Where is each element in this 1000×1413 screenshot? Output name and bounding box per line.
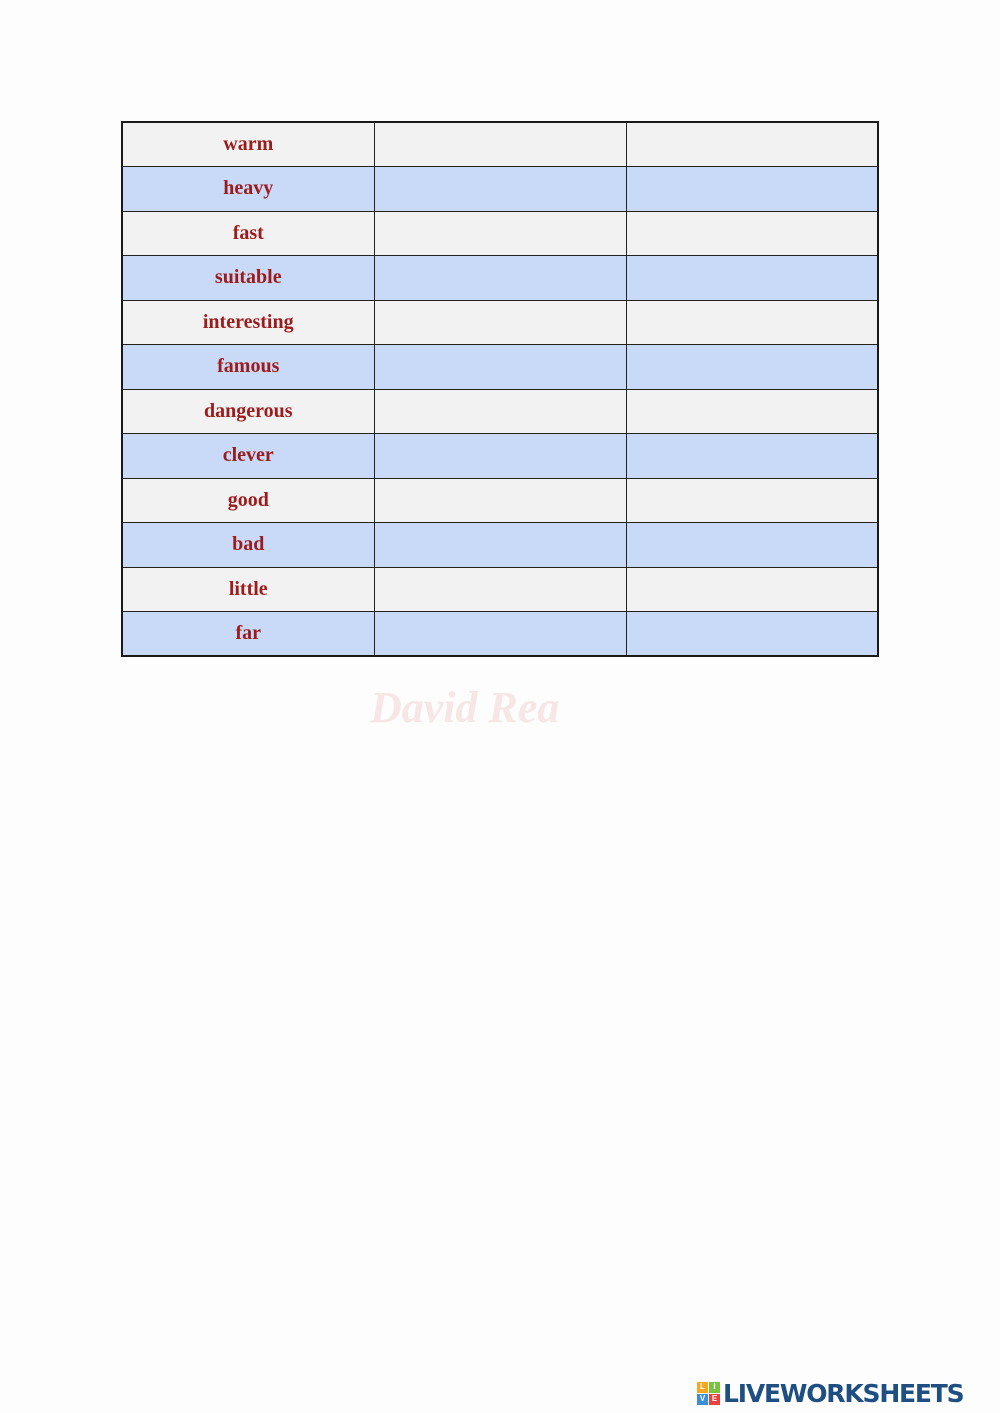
superlative-input[interactable] [627, 479, 878, 523]
comparative-input[interactable] [375, 123, 626, 166]
superlative-input[interactable] [627, 301, 878, 345]
superlative-input[interactable] [627, 123, 878, 166]
superlative-cell [626, 478, 878, 523]
table-row [122, 122, 878, 167]
table-row [122, 300, 878, 345]
adjective-cell: fast [122, 211, 374, 256]
adjective-cell: interesting [122, 300, 374, 345]
superlative-input[interactable] [627, 612, 878, 655]
adjective-cell: bad [122, 523, 374, 568]
adjective-cell: warm [122, 122, 374, 167]
superlative-input[interactable] [627, 434, 878, 478]
adjective-cell: famous [122, 345, 374, 390]
table-row [122, 211, 878, 256]
adjective-cell: heavy [122, 167, 374, 212]
superlative-input[interactable] [627, 345, 878, 389]
superlative-input[interactable] [627, 167, 878, 211]
comparative-input[interactable] [375, 301, 626, 345]
table-row [122, 523, 878, 568]
table-row [122, 434, 878, 479]
table-row [122, 612, 878, 657]
logo-square: L [697, 1382, 708, 1393]
comparative-input[interactable] [375, 612, 626, 655]
superlative-cell [626, 567, 878, 612]
comparative-input[interactable] [375, 568, 626, 612]
superlative-cell [626, 389, 878, 434]
superlative-cell [626, 434, 878, 479]
table-body [122, 122, 878, 656]
logo-square: E [709, 1394, 720, 1405]
comparatives-table [121, 121, 879, 657]
comparative-cell [374, 122, 626, 167]
comparative-cell [374, 300, 626, 345]
comparative-input[interactable] [375, 479, 626, 523]
superlative-input[interactable] [627, 568, 878, 612]
comparative-input[interactable] [375, 390, 626, 434]
comparative-cell [374, 167, 626, 212]
superlative-cell [626, 256, 878, 301]
comparative-cell [374, 434, 626, 479]
superlative-cell [626, 612, 878, 657]
superlative-cell [626, 122, 878, 167]
adjective-cell: clever [122, 434, 374, 479]
adjective-cell: dangerous [122, 389, 374, 434]
comparative-cell [374, 345, 626, 390]
table-row [122, 167, 878, 212]
superlative-cell [626, 211, 878, 256]
table-row [122, 567, 878, 612]
superlative-cell [626, 167, 878, 212]
adjective-cell: good [122, 478, 374, 523]
comparative-cell [374, 256, 626, 301]
comparative-input[interactable] [375, 256, 626, 300]
table-row [122, 389, 878, 434]
comparative-cell [374, 612, 626, 657]
superlative-cell [626, 345, 878, 390]
adjective-cell: far [122, 612, 374, 657]
comparative-input[interactable] [375, 345, 626, 389]
superlative-cell [626, 300, 878, 345]
comparative-input[interactable] [375, 167, 626, 211]
liveworksheets-logo [697, 1378, 963, 1408]
logo-square: V [697, 1394, 708, 1405]
superlative-input[interactable] [627, 523, 878, 567]
comparative-input[interactable] [375, 212, 626, 256]
comparative-input[interactable] [375, 434, 626, 478]
watermark: David Rea [370, 683, 560, 732]
logo-squares-icon [697, 1382, 720, 1405]
table-row [122, 478, 878, 523]
adjective-cell: suitable [122, 256, 374, 301]
logo-text: LIVEWORKSHEETS [723, 1378, 964, 1408]
superlative-input[interactable] [627, 256, 878, 300]
comparative-input[interactable] [375, 523, 626, 567]
superlative-cell [626, 523, 878, 568]
comparative-cell [374, 567, 626, 612]
superlative-input[interactable] [627, 212, 878, 256]
comparative-cell [374, 389, 626, 434]
comparative-cell [374, 478, 626, 523]
superlative-input[interactable] [627, 390, 878, 434]
table-row [122, 345, 878, 390]
comparative-cell [374, 523, 626, 568]
comparative-cell [374, 211, 626, 256]
table-row [122, 256, 878, 301]
logo-square: I [709, 1382, 720, 1393]
adjective-cell: little [122, 567, 374, 612]
